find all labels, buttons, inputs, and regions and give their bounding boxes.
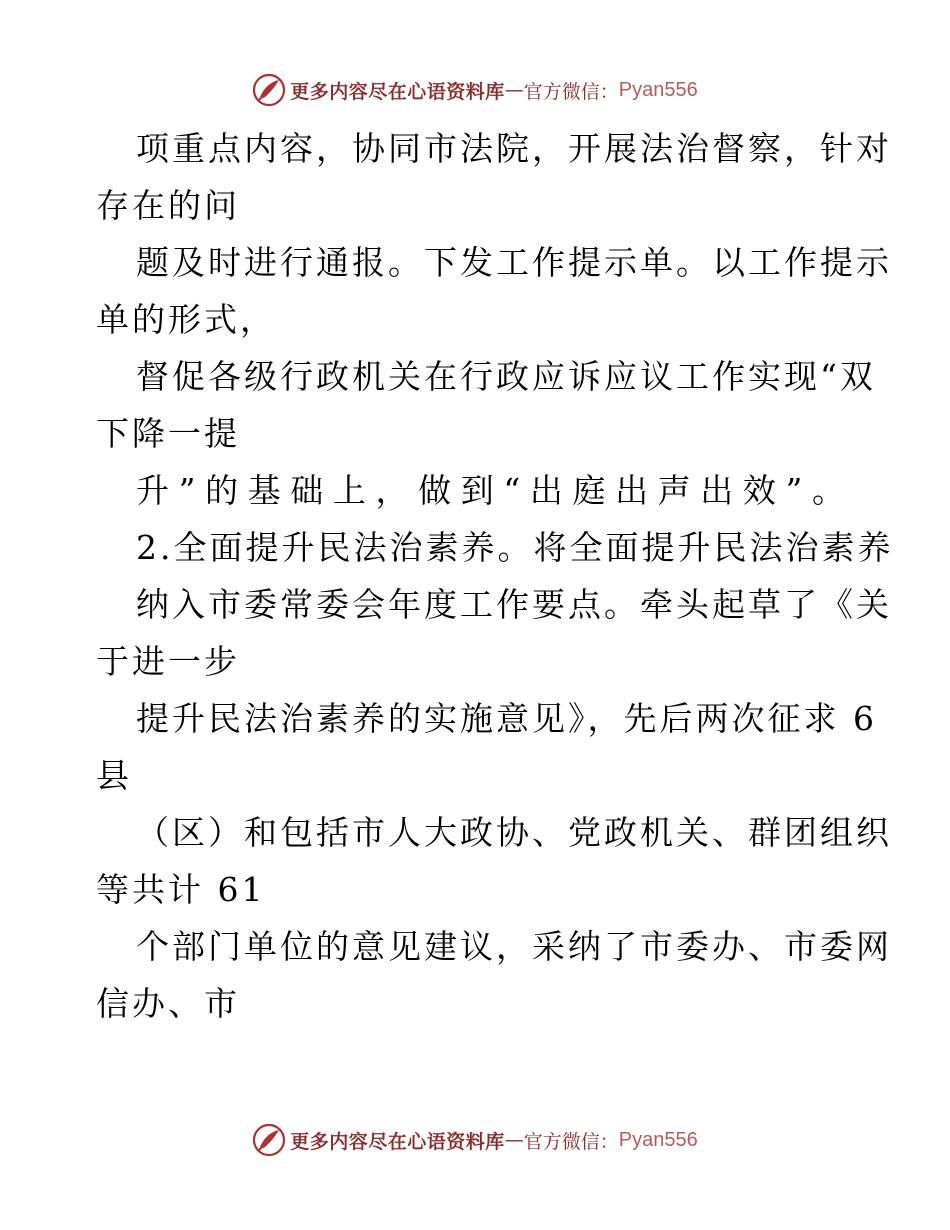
- body-line: 纳入市委常委会年度工作要点。牵头起草了《关: [136, 585, 892, 624]
- body-line: 个部门单位的意见建议，采纳了市委办、市委网: [136, 927, 892, 966]
- body-line: 升”的基础上，做到“出庭出声出效”。: [136, 471, 848, 510]
- document-body: [96, 120, 894, 1032]
- body-line: 存在的问: [96, 186, 240, 225]
- body-line: 督促各级行政机关在行政应诉应议工作实现“双: [136, 357, 876, 396]
- footer-wechat-id: Pyan556: [618, 1128, 698, 1151]
- body-line: 项重点内容，协同市法院，开展法治督察，针对: [136, 129, 892, 168]
- footer-wechat-label: 官方微信：: [523, 1130, 619, 1153]
- quill-logo-icon: [252, 73, 286, 107]
- body-line: 单的形式，: [96, 300, 276, 339]
- footer-site-text: 更多内容尽在心语资料库: [290, 1130, 505, 1153]
- body-line: 下降一提: [96, 414, 240, 453]
- header-separator: —: [504, 79, 524, 101]
- quill-logo-icon: [252, 1123, 286, 1157]
- body-line: 2.全面提升民法治素养。将全面提升民法治素养: [136, 528, 894, 567]
- page-footer-banner: [0, 1120, 950, 1160]
- header-wechat-label: 官方微信：: [523, 80, 619, 103]
- body-line: 信办、市: [96, 984, 240, 1023]
- page-header-banner: [0, 70, 950, 110]
- header-site-text: 更多内容尽在心语资料库: [290, 80, 505, 103]
- body-line: 县: [96, 756, 132, 795]
- body-line: 题及时进行通报。下发工作提示单。以工作提示: [136, 243, 892, 282]
- header-wechat-id: Pyan556: [618, 78, 698, 101]
- body-line: 提升民法治素养的实施意见》，先后两次征求 6: [136, 699, 877, 738]
- footer-separator: —: [504, 1129, 524, 1151]
- body-line: 于进一步: [96, 642, 240, 681]
- body-line: 等共计 61: [96, 870, 266, 909]
- body-line: （区）和包括市人大政协、党政机关、群团组织: [136, 813, 892, 852]
